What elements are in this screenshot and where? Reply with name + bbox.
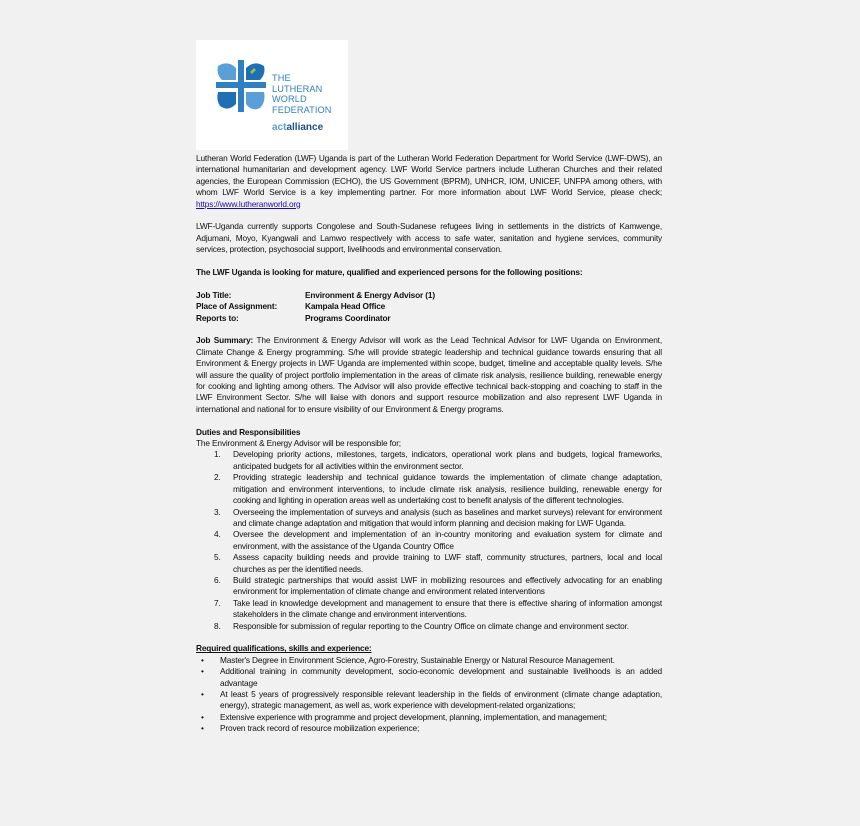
- detail-row: [196, 301, 662, 312]
- detail-value: Programs Coordinator: [305, 312, 391, 323]
- support-paragraph: LWF-Uganda currently supports Congolese and South-Sudanese refugees living in settlements in the districts of Kamwenge, Adjumani, Moyo, Kyangwali and Lamwo respectively with access to safe water, sanitation and hygiene services, community services, protection, psychosocial support, livelihoods and environmental conservation.: [196, 221, 662, 255]
- logo-line: FEDERATION: [272, 104, 332, 115]
- bullet-icon: •: [201, 654, 204, 665]
- bullet-icon: •: [201, 723, 204, 734]
- list-item: [196, 689, 662, 712]
- actalliance-logo: [272, 122, 323, 133]
- logo-line: WORLD: [272, 94, 307, 104]
- lwf-cross-hands-icon: [214, 58, 268, 114]
- detail-value: Environment & Energy Advisor (1): [305, 289, 435, 300]
- item-text: Providing strategic leadership and technical guidance towards the implementation of climate change adaptation, mitigation and environment interventions, to include climate risk analysis, resilience building, renewable energy for cooking and lighting in operation areas well as undertaking cost to benefit analysis of the different technologies.: [233, 472, 662, 506]
- looking-for-heading: The LWF Uganda is looking for mature, qualified and experienced persons for the following positions:: [196, 267, 583, 278]
- item-number: 7.: [214, 597, 221, 608]
- item-text: Oversee the development and implementation of an in-country monitoring and evaluation system for climate and environment, with the assistance of the Uganda Country Office: [233, 529, 662, 551]
- list-item: [196, 655, 662, 666]
- item-text: Master's Degree in Environment Science, Agro-Forestry, Sustainable Energy or Natural Resource Management.: [220, 654, 615, 665]
- intro-text: Lutheran World Federation (LWF) Uganda is part of the Lutheran World Federation Department for World Service (LWF-DWS), an international humanitarian and development agency. LWF World Service partners include Lutheran Churches and their related agencies, the European Commission (ECHO), the US Government (BPRM), UNHCR, IOM, UNICEF, UNFPA among others, with whom LWF World Service is a key implementing partner. For more information about LWF World Service, please check;: [196, 153, 662, 198]
- detail-row: [196, 313, 662, 324]
- list-item: [196, 449, 662, 472]
- item-text: Overseeing the implementation of surveys and analysis (such as baselines and market surveys) relevant for environment and climate change adaptation and mitigation that would inform planning and decision making for LWF Uganda.: [233, 506, 662, 528]
- lwf-wordmark: [272, 73, 332, 115]
- lwf-logo: [196, 40, 348, 150]
- item-number: 4.: [214, 529, 221, 540]
- item-number: 6.: [214, 574, 221, 585]
- detail-value: Kampala Head Office: [305, 301, 386, 312]
- job-summary-label: Job Summary:: [196, 335, 254, 346]
- list-item: [196, 666, 662, 689]
- item-text: Developing priority actions, milestones, targets, indicators, operational work plans and budgets, logical frameworks, anticipated budgets for all activities within the environment sector.: [233, 449, 662, 471]
- item-number: 2.: [214, 472, 221, 483]
- item-text: Take lead in knowledge development and management to ensure that there is effective sharing of information amongst stakeholders in the climate change and environment interventions.: [233, 597, 662, 620]
- detail-label: Job Title:: [196, 289, 232, 300]
- duties-list: [196, 449, 662, 632]
- item-text: At least 5 years of progressively responsible relevant leadership in the fields of environment (climate change adaptation, energy), strategic management, as well as, work experience with development-related organizations;: [220, 689, 662, 711]
- job-posting-body: [196, 153, 662, 735]
- lwf-website-link[interactable]: https://www.lutheranworld.org: [196, 198, 301, 209]
- list-item: [196, 723, 662, 734]
- list-item: [196, 712, 662, 723]
- bullet-icon: •: [201, 666, 204, 677]
- alliance-text: alliance: [286, 122, 324, 133]
- intro-paragraph: [196, 153, 662, 210]
- list-item: [196, 575, 662, 598]
- list-item: [196, 552, 662, 575]
- duties-intro: The Environment & Energy Advisor will be responsible for;: [196, 438, 401, 449]
- list-item: [196, 507, 662, 530]
- logo-line: THE: [272, 73, 291, 83]
- list-item: [196, 621, 662, 632]
- item-text: Build strategic partnerships that would assist LWF in mobilizing resources and effectively advocating for an enabling environment for implementation of climate change and environment related interventions: [233, 574, 662, 597]
- item-text: Responsible for submission of regular reporting to the Country Office on climate change and environment sector.: [233, 620, 629, 631]
- item-text: Proven track record of resource mobilization experience;: [220, 723, 420, 734]
- bullet-icon: •: [201, 689, 204, 699]
- logo-line: LUTHERAN: [272, 83, 323, 94]
- list-item: [196, 472, 662, 506]
- qualifications-heading: Required qualifications, skills and experience:: [196, 643, 372, 654]
- list-item: [196, 598, 662, 621]
- job-summary-text: The Environment & Energy Advisor will work as the Lead Technical Advisor for LWF Uganda on Environment, Climate Change & Energy programming. S/he will provide strategic leadership and technical guidance towards ensuring that all Environment & Energy projects in LWF Uganda are implemented within scope, budget, timeline and acceptable quality levels. S/he will assure the quality of project portfolio implementation in the areas of climate risk analysis, resilience building, renewable energy for cooking and lighting among others. The Advisor will also provide effective technical back-stopping and coaching to staff in the LWF Environment Sector. S/he will liaise with donors and support resource mobilization and also represent LWF Uganda in international and national for to ensure visibility of our Environment & Energy programs.: [196, 335, 662, 414]
- detail-label: Place of Assignment:: [196, 301, 278, 312]
- job-summary-paragraph: [196, 335, 662, 415]
- item-number: 5.: [214, 552, 221, 563]
- item-text: Additional training in community development, socio-economic development and sustainable livelihoods is an added advantage: [220, 666, 662, 688]
- item-number: 3.: [214, 506, 221, 517]
- act-text: act: [272, 122, 287, 133]
- bullet-icon: •: [201, 711, 204, 722]
- item-number: 8.: [214, 620, 221, 631]
- item-text: Extensive experience with programme and project development, planning, implementation, and management;: [220, 711, 607, 722]
- detail-row: [196, 290, 662, 301]
- item-number: 1.: [214, 449, 221, 460]
- list-item: [196, 529, 662, 552]
- detail-label: Reports to:: [196, 312, 239, 323]
- item-text: Assess capacity building needs and provide training to LWF staff, community structures, partners, local and local churches as per the identified needs.: [233, 552, 662, 574]
- qualifications-list: [196, 655, 662, 735]
- duties-heading: Duties and Responsibilities: [196, 426, 301, 437]
